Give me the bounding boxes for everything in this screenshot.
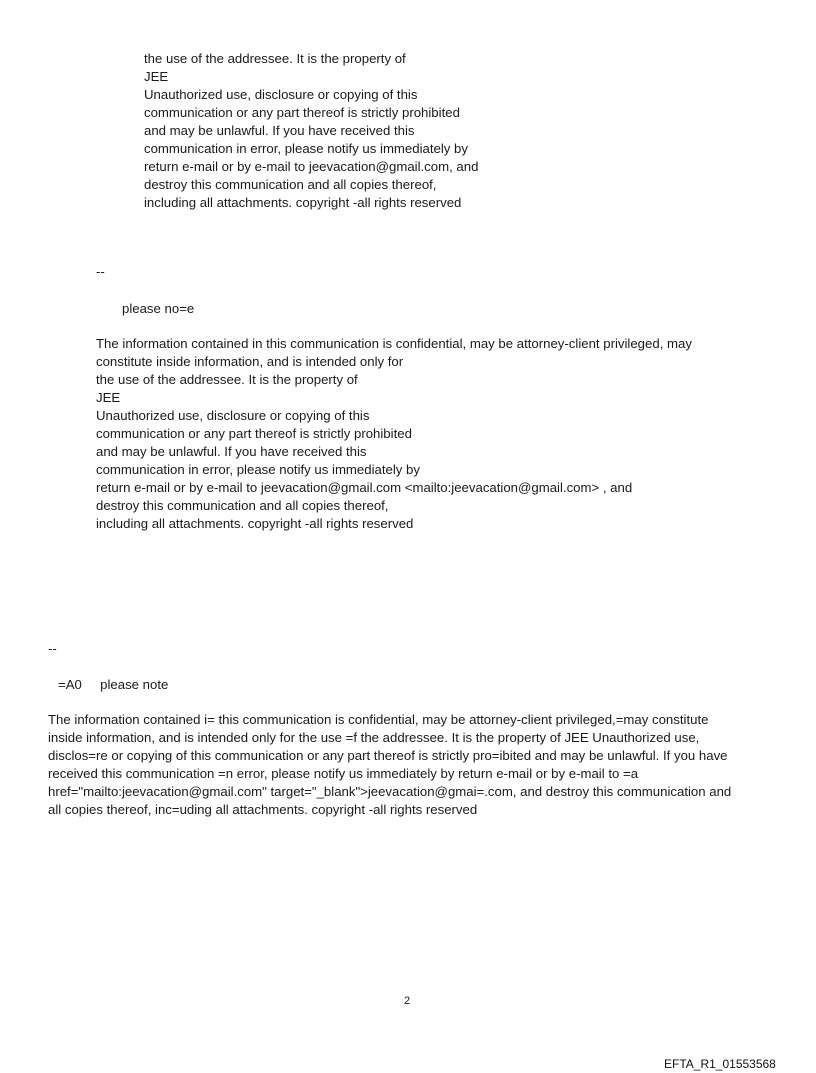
text-line: The information contained in this communication is confidential, may be attorney-client privileged, may: [96, 336, 692, 351]
text-line: all copies thereof, inc=uding all attachments. copyright -all rights reserved: [48, 802, 478, 817]
text-line: communication or any part thereof is strictly prohibited: [96, 426, 412, 441]
text-line: Unauthorized use, disclosure or copying of this: [96, 408, 370, 423]
text-line: return e-mail or by e-mail to jeevacation@gmail.com, and: [144, 159, 479, 174]
text-line: href="mailto:jeevacation@gmail.com" target="_blank">jeevacation@gmai=.com, and destroy this communication and: [48, 784, 732, 799]
text-line: JEE: [144, 69, 169, 84]
text-line: destroy this communication and all copies thereof,: [144, 177, 437, 192]
text-line: return e-mail or by e-mail to jeevacation@gmail.com <mailto:jeevacation@gmail.com> , and: [96, 480, 633, 495]
text-line: disclos=re or copying of this communication or any part thereof is strictly pro=ibited and may be unlawful. If you have: [48, 748, 728, 763]
note-line: =A0 please note: [58, 677, 169, 692]
text-line: destroy this communication and all copies thereof,: [96, 498, 389, 513]
text-line: The information contained i= this communication is confidential, may be attorney-client privileged,=may constitute: [48, 712, 709, 727]
text-line: including all attachments. copyright -all rights reserved: [144, 195, 462, 210]
page-number: 2: [404, 995, 411, 1007]
text-line: constitute inside information, and is intended only for: [96, 354, 404, 369]
separator: --: [48, 641, 57, 656]
text-line: JEE: [96, 390, 121, 405]
text-line: communication in error, please notify us immediately by: [144, 141, 468, 156]
text-line: the use of the addressee. It is the property of: [144, 51, 406, 66]
text-line: including all attachments. copyright -all rights reserved: [96, 516, 414, 531]
text-line: inside information, and is intended only for the use =f the addressee. It is the property of JEE Unauthorized use,: [48, 730, 700, 745]
text-line: the use of the addressee. It is the property of: [96, 372, 358, 387]
text-line: Unauthorized use, disclosure or copying of this: [144, 87, 418, 102]
text-line: communication or any part thereof is strictly prohibited: [144, 105, 460, 120]
separator: --: [96, 264, 105, 279]
text-line: communication in error, please notify us immediately by: [96, 462, 420, 477]
text-line: and may be unlawful. If you have received this: [144, 123, 415, 138]
note-line: please no=e: [122, 301, 195, 316]
text-line: and may be unlawful. If you have received this: [96, 444, 367, 459]
document-id: EFTA_R1_01553568: [664, 1057, 776, 1071]
text-line: received this communication =n error, please notify us immediately by return e-mail or by e-mail to =a: [48, 766, 639, 781]
